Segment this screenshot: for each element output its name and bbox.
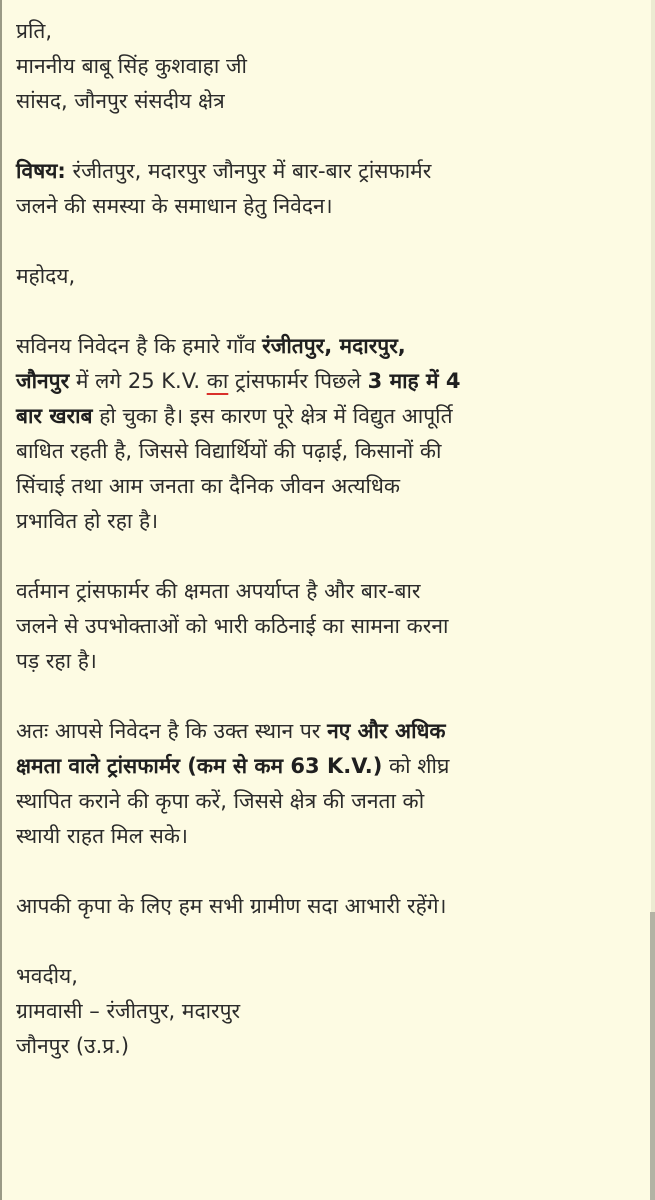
paragraph-3 xyxy=(16,714,641,854)
para2-line-2: जलने से उपभोक्ताओं को भारी कठिनाई का सामना करना xyxy=(16,614,449,638)
recipient-block xyxy=(16,14,641,119)
para3-line-3: स्थापित कराने की कृपा करें, जिससे क्षेत्र की जनता को xyxy=(16,789,425,813)
district-name-bold: जौनपुर xyxy=(16,369,70,393)
paragraph-2 xyxy=(16,574,641,679)
subject-line-2: जलने की समस्या के समाधान हेतु निवेदन। xyxy=(16,194,333,218)
para1-text: हो चुका है। इस कारण पूरे क्षेत्र में विद्युत आपूर्ति xyxy=(92,404,453,428)
spellcheck-underlined-word[interactable]: का xyxy=(206,369,229,393)
para3-line-2 xyxy=(16,749,641,784)
spacer xyxy=(16,924,641,959)
village-name-bold: रंजीतपुर, मदारपुर, xyxy=(262,334,406,358)
spacer xyxy=(16,679,641,714)
subject-label: विषय: xyxy=(16,159,66,183)
closing-villagers: ग्रामवासी – रंजीतपुर, मदारपुर xyxy=(16,999,241,1023)
subject-text-1: रंजीतपुर, मदारपुर जौनपुर में बार-बार ट्रांसफार्मर xyxy=(65,159,432,183)
breakdown-bold: बार खराब xyxy=(16,404,93,428)
para2-line-1: वर्तमान ट्रांसफार्मर की क्षमता अपर्याप्त है और बार-बार xyxy=(16,579,421,603)
request-bold-1: नए और अधिक xyxy=(327,719,446,743)
para1-line-6: प्रभावित हो रहा है। xyxy=(16,509,159,533)
para3-line-1 xyxy=(16,714,641,749)
para1-line-1 xyxy=(16,329,641,364)
paragraph-1 xyxy=(16,329,641,539)
paragraph-4: आपकी कृपा के लिए हम सभी ग्रामीण सदा आभारी रहेंगे। xyxy=(16,894,447,918)
spacer xyxy=(16,854,641,889)
left-border xyxy=(0,0,2,1200)
spacer xyxy=(16,119,641,154)
recipient-line-prati: प्रति, xyxy=(16,19,53,43)
para2-line-3: पड़ रहा है। xyxy=(16,649,97,673)
salutation: महोदय, xyxy=(16,264,76,288)
request-bold-2: क्षमता वाले ट्रांसफार्मर (कम से कम 63 K.V.) xyxy=(16,754,383,778)
para1-line-3 xyxy=(16,399,641,434)
para1-line-5: सिंचाई तथा आम जनता का दैनिक जीवन अत्यधिक xyxy=(16,474,401,498)
para3-text: अतः आपसे निवेदन है कि उक्त स्थान पर xyxy=(16,719,328,743)
spacer xyxy=(16,539,641,574)
closing-location: जौनपुर (उ.प्र.) xyxy=(16,1034,130,1058)
spacer xyxy=(16,294,641,329)
duration-bold: 3 माह में 4 xyxy=(367,369,461,393)
para1-text: में लगे 25 K.V. xyxy=(69,369,207,393)
letter-body xyxy=(16,14,641,1064)
recipient-name: माननीय बाबू सिंह कुशवाहा जी xyxy=(16,54,247,78)
para1-line-2 xyxy=(16,364,641,399)
subject-block xyxy=(16,154,641,224)
para1-line-4: बाधित रहती है, जिससे विद्यार्थियों की पढ़ाई, किसानों की xyxy=(16,439,442,463)
subject-line-1 xyxy=(16,154,641,189)
closing-block xyxy=(16,959,641,1064)
recipient-designation: सांसद, जौनपुर संसदीय क्षेत्र xyxy=(16,89,225,113)
scrollbar-thumb[interactable] xyxy=(650,912,655,1200)
closing-bhavdiya: भवदीय, xyxy=(16,964,78,988)
para1-text: सविनय निवेदन है कि हमारे गाँव xyxy=(16,334,263,358)
para1-text: ट्रांसफार्मर पिछले xyxy=(228,369,368,393)
para3-text: को शीघ्र xyxy=(382,754,450,778)
spacer xyxy=(16,224,641,259)
para3-line-4: स्थायी राहत मिल सके। xyxy=(16,824,188,848)
